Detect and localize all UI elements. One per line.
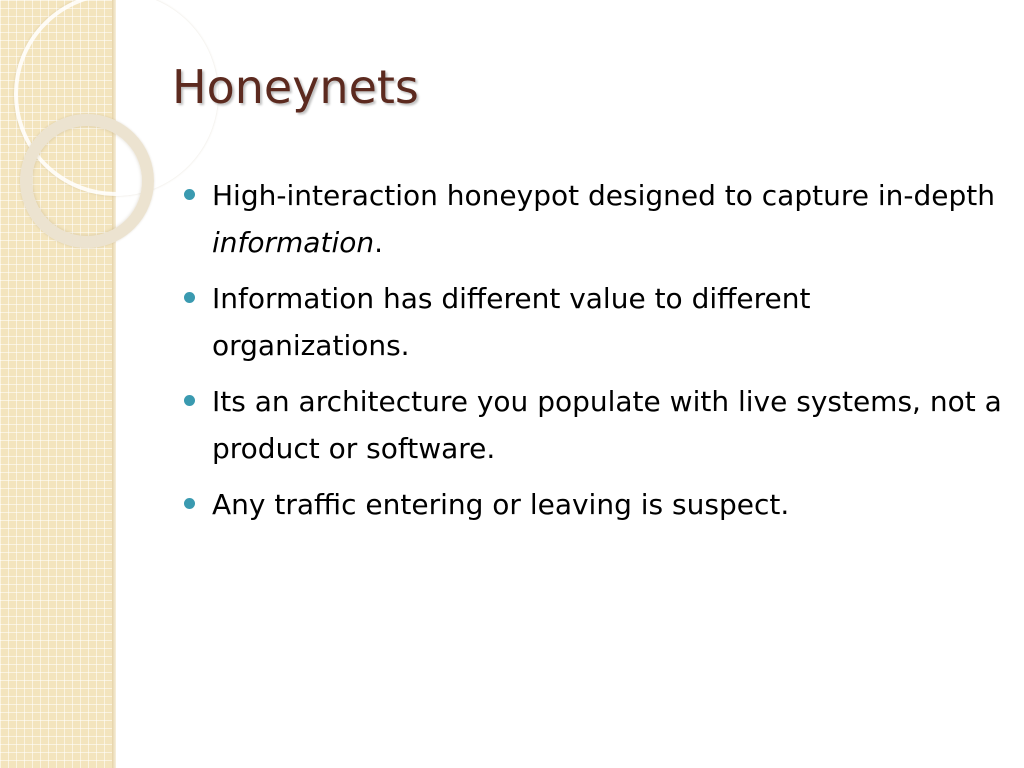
bullet-dot-icon [184, 292, 195, 303]
decorative-ring-bottom [20, 114, 154, 248]
bullet-text-3: Its an architecture you populate with live systems, not a product or software. [212, 385, 1002, 465]
bullet-text-1: High-interaction honeypot designed to capture in-depth [212, 179, 995, 212]
bullet-dot-icon [184, 395, 195, 406]
bullet-suffix-1: . [374, 226, 383, 259]
bullet-item-2 [212, 275, 1002, 369]
bullet-dot-icon [184, 189, 195, 200]
slide-title: Honeynets [172, 60, 419, 114]
bullet-list [212, 172, 1002, 537]
bullet-text-4: Any traffic entering or leaving is suspect. [212, 488, 790, 521]
bullet-dot-icon [184, 498, 195, 509]
bullet-item-4 [212, 481, 1002, 528]
bullet-item-3 [212, 378, 1002, 472]
bullet-item-1 [212, 172, 1002, 266]
bullet-emphasis-1: information [212, 226, 375, 259]
bullet-text-2: Information has different value to different organizations. [212, 282, 811, 362]
